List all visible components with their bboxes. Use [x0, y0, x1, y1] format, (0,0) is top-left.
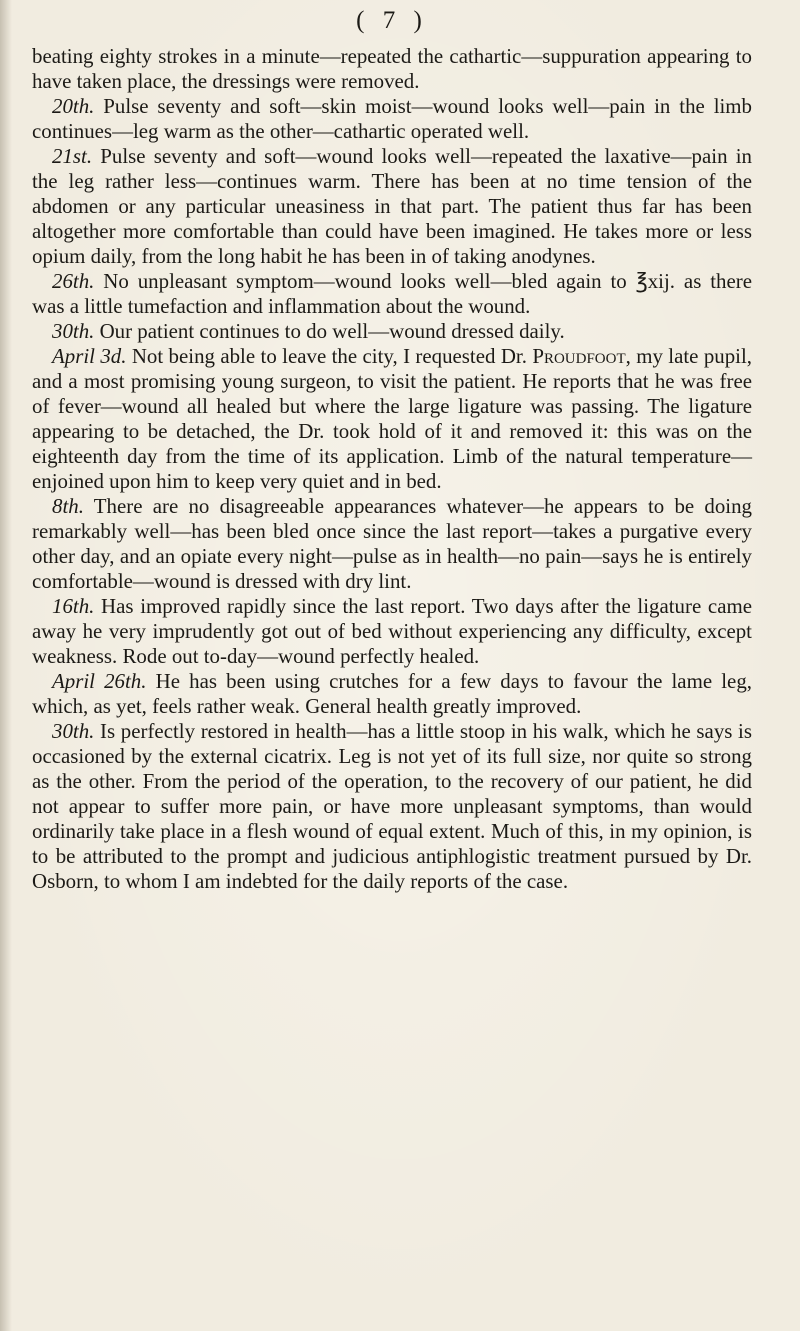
paragraph-continuation [32, 44, 752, 94]
entry-date: 8th. [52, 494, 84, 518]
entry-30th [32, 319, 752, 344]
entry-date: April 3d. [52, 344, 127, 368]
entry-21st [32, 144, 752, 269]
entry-20th [32, 94, 752, 144]
entry-8th [32, 494, 752, 594]
entry-text: Not being able to leave the city, I requested Dr. [126, 344, 533, 368]
entry-text: Is perfectly restored in health—has a little stoop in his walk, which he says is occasioned by the external cicatrix. Leg is not yet of its full size, nor quite so strong as the other. From the period of the operation, to the recovery of our patient, he did not appear to suffer more pain, or have more unpleasant symptoms, than would ordinarily take place in a flesh wound of equal extent. Much of this, in my opinion, is to be attributed to the prompt and judicious antiphlogistic treatment pursued by Dr. Osborn, to whom I am indebted for the daily reports of the case. [32, 719, 752, 893]
entry-26th [32, 269, 752, 319]
entry-30th-final [32, 719, 752, 894]
entry-april-26th [32, 669, 752, 719]
entry-date: 30th. [52, 719, 95, 743]
entry-april-3d [32, 344, 752, 494]
entry-text: Has improved rapidly since the last report. Two days after the ligature came away he very imprudently got out of bed without experiencing any difficulty, except weakness. Rode out to-day—wound perfectly healed. [32, 594, 752, 668]
entry-date: April 26th. [52, 669, 147, 693]
entry-date: 26th. [52, 269, 95, 293]
person-name: Proudfoot [532, 344, 626, 368]
body-text [32, 44, 752, 894]
entry-date: 20th. [52, 94, 95, 118]
entry-text: Pulse seventy and soft—wound looks well—repeated the laxative—pain in the leg rather less—continues warm. There has been at no time tension of the abdomen or any particular uneasiness in that part. The patient thus far has been altogether more comfortable than could have been imagined. He takes more or less opium daily, from the long habit he has been in of taking anodynes. [32, 144, 752, 268]
entry-text: , my late pupil, and a most promising young surgeon, to visit the patient. He reports that he was free of fever—wound all healed but where the large ligature was passing. The ligature appearing to be detached, the Dr. took hold of it and removed it: this was on the eighteenth day from the time of its application. Limb of the natural temperature—enjoined upon him to keep very quiet and in bed. [32, 344, 753, 493]
entry-text: Our patient continues to do well—wound dressed daily. [94, 319, 565, 343]
entry-date: 30th. [52, 319, 95, 343]
entry-text: He has been using crutches for a few days to favour the lame leg, which, as yet, feels rather weak. General health greatly improved. [32, 669, 752, 718]
page-number: ( 7 ) [356, 7, 428, 34]
entry-date: 16th. [52, 594, 95, 618]
entry-text: There are no disagreeable appearances whatever—he appears to be doing remarkably well—has been bled once since the last report—takes a purgative every other day, and an opiate every night—pulse as in health—no pain—says he is entirely comfortable—wound is dressed with dry lint. [32, 494, 752, 593]
entry-16th [32, 594, 752, 669]
entry-text: Pulse seventy and soft—skin moist—wound looks well—pain in the limb continues—leg warm as the other—cathartic operated well. [32, 94, 752, 143]
paragraph-text: beating eighty strokes in a minute—repeated the cathartic—suppuration appearing to have taken place, the dressings were removed. [32, 44, 752, 93]
entry-date: 21st. [52, 144, 93, 168]
entry-text: No unpleasant symptom—wound looks well—bled again to ℥xij. as there was a little tumefaction and inflammation about the wound. [32, 269, 752, 318]
